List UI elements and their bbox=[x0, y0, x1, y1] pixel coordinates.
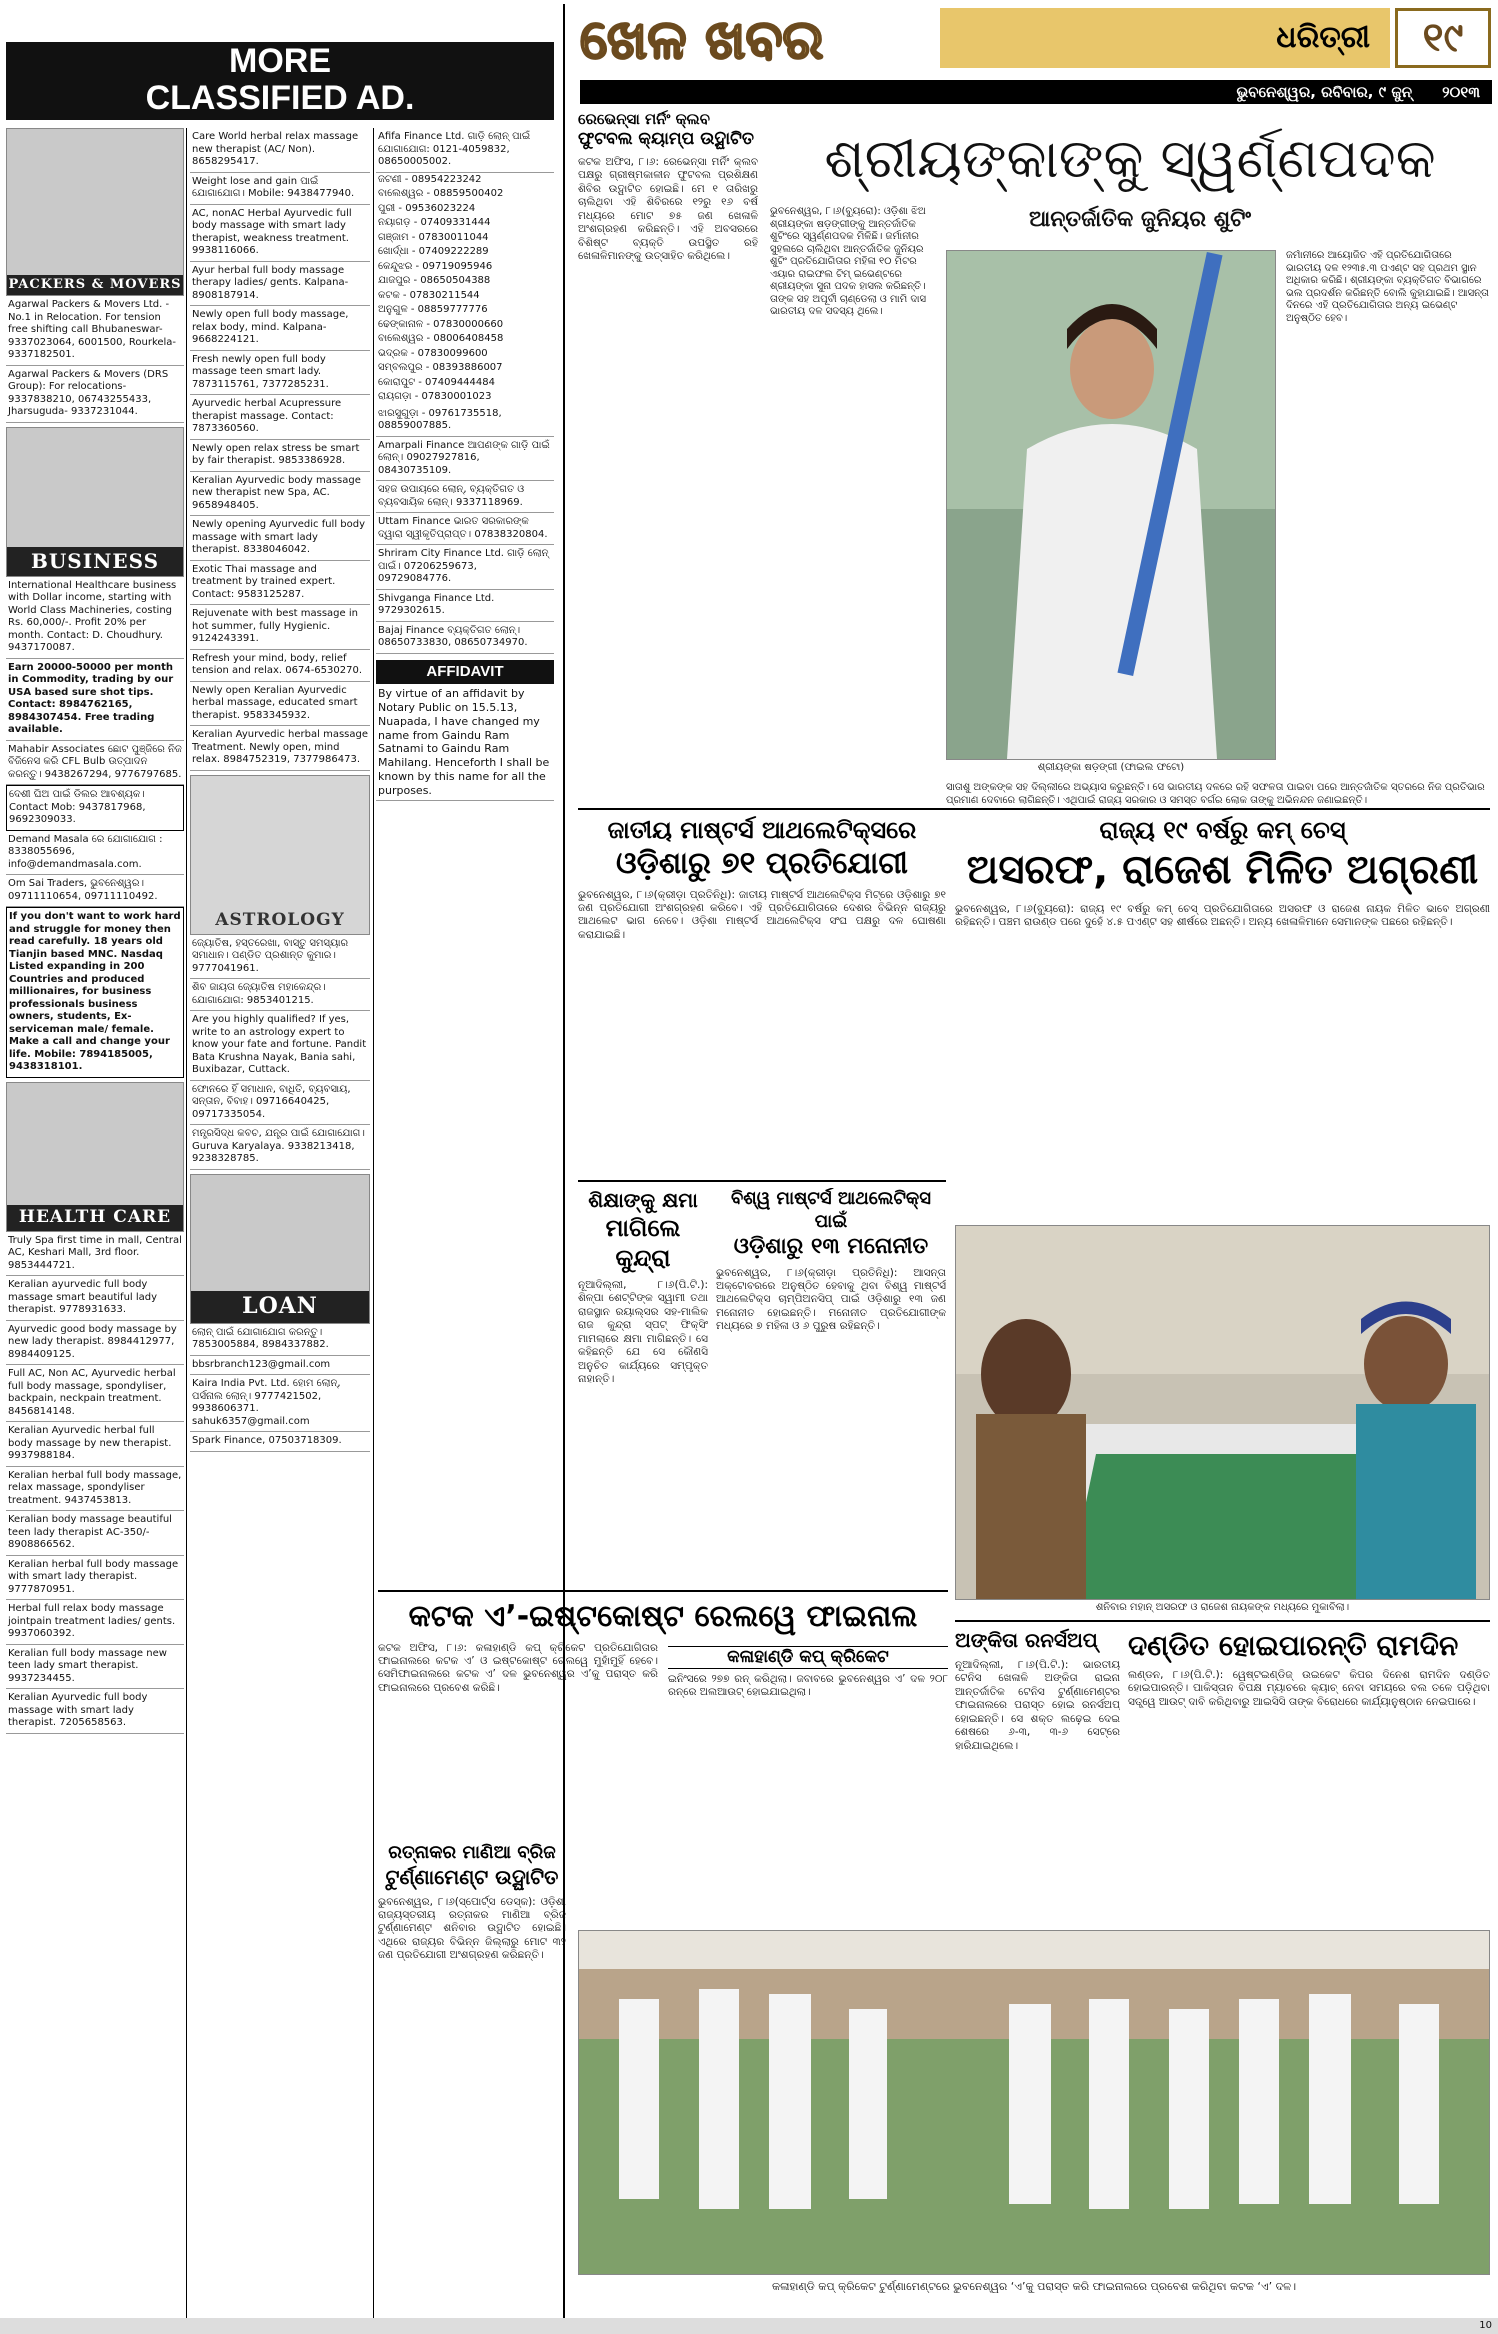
paper-name-box bbox=[940, 8, 1390, 68]
ad-item: AC, nonAC Herbal Ayurvedic full body massage with smart lady therapist, weakness treatment. 9938116066. bbox=[190, 205, 370, 262]
section-title: ଖେଳ ଖବର bbox=[580, 7, 824, 72]
ad-item: Keralian herbal full body massage, relax massage, spondyliser treatment. 9437453813. bbox=[6, 1467, 184, 1512]
ad-item: ଲୋନ୍ ପାଇଁ ଯୋଗାଯୋଗ କରନ୍ତୁ। 7853005884, 8984337882. bbox=[190, 1324, 370, 1356]
health-care-label: HEALTH CARE bbox=[7, 1205, 183, 1230]
ad-item: Weight lose and gain ପାଇଁ ଯୋଗାଯୋଗ। Mobile: 9438477940. bbox=[190, 173, 370, 205]
shooter-photo-caption: ଶ୍ରୀୟଙ୍କା ଷଡ଼ଙ୍ଗୀ (ଫାଇଲ ଫଟୋ) bbox=[1037, 762, 1185, 773]
lead-body-left: ଭୁବନେଶ୍ୱର, ୮।୬(ବ୍ୟୁରୋ): ଓଡ଼ିଶା ଝିଅ ଶ୍ରୀୟଙ୍କା ଷଡ଼ଙ୍ଗୀଙ୍କୁ ଆନ୍ତର୍ଜାତିକ ଶୁଟିଂରେ ସ୍ୱର୍ଣ୍ଣପଦକ ମିଳିଛି। ଜର୍ମାନୀର ସୁହଲରେ ଚାଲିଥିବା ଆନ୍ତର୍ଜାତିକ ଜୁନିୟର ଶୁଟିଂ ପ୍ରତିଯୋଗିତାର ମହିଳା ୧୦ ମିଟର ଏୟାର ରାଇଫଲ ଟିମ୍ ଇଭେଣ୍ଟରେ ଶ୍ରୀୟଙ୍କା ସୁନା ପଦକ ହାସଲ କରିଛନ୍ତି। ତାଙ୍କ ସହ ଅପୂର୍ବୀ ଚାଣ୍ଡେଲା ଓ ମାମି ଦାସ ଭାରତୀୟ ଦଳ ସଦସ୍ୟ ଥିଲେ। bbox=[770, 206, 927, 317]
classified-header-line1: MORE bbox=[229, 42, 331, 80]
ad-item: Spark Finance, 07503718309. bbox=[190, 1432, 370, 1452]
lead-headline: ଶ୍ରୀୟଙ୍କାଙ୍କୁ ସ୍ୱର୍ଣ୍ଣପଦକ bbox=[824, 127, 1436, 190]
story-chess bbox=[955, 815, 1490, 1215]
ad-item: ଶିବ ଜାୟତା ଜ୍ୟୋତିଷ ମହାକେନ୍ଦ୍ର। ଯୋଗାଯୋଗ: 9853401215. bbox=[190, 979, 370, 1011]
ad-item: Care World herbal relax massage new therapist (AC/ Non). 8658295417. bbox=[190, 128, 370, 173]
ad-item: Uttam Finance ଭାରତ ସରକାରଙ୍କ ଦ୍ୱାରା ସ୍ୱୀକୃତିପ୍ରାପ୍ତ। 07838320804. bbox=[376, 513, 554, 545]
loan-label: LOAN bbox=[191, 1291, 369, 1323]
ad-item: Keralian Ayurvedic herbal full body massage by new therapist. 9937988184. bbox=[6, 1422, 184, 1467]
ad-item: bbsrbranch123@gmail.com bbox=[190, 1356, 370, 1376]
story-kicker: ରେଭେନ୍ସା ମର୍ନିଂ କ୍ଲବ bbox=[578, 110, 710, 128]
ad-item: ରାୟଗଡ଼ା - 07830001023 bbox=[378, 391, 492, 402]
ad-item: Full AC, Non AC, Ayurvedic herbal full body massage, spondyliser, backpain, neckpain treatment. 8456814148. bbox=[6, 1365, 184, 1422]
shooter-photo bbox=[946, 250, 1276, 760]
ad-item: ଜ୍ୟୋତିଷ, ହସ୍ତରେଖା, ବାସ୍ତୁ ସମସ୍ୟାର ସମାଧାନ। ପଣ୍ଡିତ ପ୍ରଶାନ୍ତ କୁମାର। 9777041961. bbox=[190, 935, 370, 980]
page-number: ୧୯ bbox=[1422, 15, 1464, 61]
year: ୨୦୧୩ bbox=[1442, 82, 1480, 101]
ad-item: International Healthcare business with Dollar income, starting with World Class Machineries, costing Rs. 60,000/-. Profit 20% per month. Contact: D. Choudhury. 9437170087. bbox=[6, 577, 184, 659]
health-care-ad-image bbox=[6, 1082, 184, 1232]
ad-item: Agarwal Packers & Movers Ltd. - No.1 in Relocation. For tension free shifting call Bhubaneswar- 9337023064, 6001500, Rourkela- 9337182501. bbox=[6, 296, 184, 366]
lead-body-right: ଜର୍ମାନୀରେ ଆୟୋଜିତ ଏହି ପ୍ରତିଯୋଗିତାରେ ଭାରତୀୟ ଦଳ ୧୨୩୫.୩ ପଏଣ୍ଟ ସହ ପ୍ରଥମ ସ୍ଥାନ ଅଧିକାର କରିଛି। ଶ୍ରୀୟଙ୍କା ବ୍ୟକ୍ତିଗତ ବିଭାଗରେ ଭଲ ପ୍ରଦର୍ଶନ କରିଛନ୍ତି ବୋଲି କୁହାଯାଇଛି। ଆସନ୍ତା ଦିନରେ ଏହି ପ୍ରତିଯୋଗିତାର ଅନ୍ୟ ଇଭେଣ୍ଟ ଅନୁଷ୍ଠିତ ହେବ। bbox=[1286, 250, 1489, 324]
divider bbox=[578, 808, 1490, 810]
ad-item: If you don't want to work hard and struggle for money then read carefully. 18 years old Tianjin based MNC. Nasdaq Listed expanding in 200 Countries and produced millionaires, for business professionals business owners, students, Ex-serviceman male/ female. Make a call and change your life. Mobile: 7894185005, 9438318101. bbox=[6, 907, 184, 1078]
bottom-strip bbox=[0, 2318, 1498, 2334]
ad-item: Keralian herbal full body massage with smart lady therapist. 9777870951. bbox=[6, 1556, 184, 1601]
ad-item: Kaira India Pvt. Ltd. ହୋମ ଲୋନ୍, ପର୍ସନାଲ ଲୋନ୍। 9777421502, 9938606371. sahuk6357@gmail.com bbox=[190, 1375, 370, 1432]
story-body: ନୂଆଦିଲ୍ଲୀ, ୮।୬(ପି.ଟି.): ଭାରତୀୟ ଟେନିସ ଖେଳାଳି ଅଙ୍କିତା ରାଇନା ଆନ୍ତର୍ଜାତିକ ଟେନିସ ଟୁର୍ଣ୍ଣାମେଣ୍ଟର ଫାଇନାଲରେ ପରାସ୍ତ ହୋଇ ରନର୍ସଅପ୍ ହୋଇଛନ୍ତି। ସେ ଶକ୍ତ ଲଢ଼େଇ ଦେଇ ଶେଷରେ ୬-୩, ୩-୬ ସେଟ୍ରେ ହାରିଯାଇଥିଲେ। bbox=[955, 1659, 1120, 1752]
ad-item: Afifa Finance Ltd. ଗାଡ଼ି ଲୋନ୍ ପାଇଁ ଯୋଗାଯୋଗ: 0121-4059832, 08650005002. bbox=[376, 128, 554, 173]
ad-item: ସହଜ ଉପାୟରେ ଲୋନ୍, ବ୍ୟକ୍ତିଗତ ଓ ବ୍ୟବସାୟିକ ଲୋନ୍। 9337118969. bbox=[376, 481, 554, 513]
ad-item: ମନ୍ତ୍ରସିଦ୍ଧ କବଚ, ଯନ୍ତ୍ର ପାଇଁ ଯୋଗାଯୋଗ। Guruva Karyalaya. 9338213418, 9238328785. bbox=[190, 1125, 370, 1170]
dateline-bar bbox=[580, 80, 1492, 104]
packers-label: PACKERS & MOVERS bbox=[7, 275, 183, 295]
classified-header-line2: CLASSIFIED AD. bbox=[145, 79, 415, 117]
ad-item: Demand Masala ରେ ଯୋଗାଯୋଗ : 8338055696, info@demandmasala.com. bbox=[6, 831, 184, 876]
ad-item: Bajaj Finance ବ୍ୟକ୍ତିଗତ ଲୋନ୍। 08650733830, 08650734970. bbox=[376, 622, 554, 654]
ad-item: ବାଲେଶ୍ୱର - 08006408458 bbox=[378, 333, 504, 344]
story-kicker: କଳାହାଣ୍ଡି କପ୍ କ୍ରିକେଟ bbox=[668, 1646, 948, 1669]
classified-header bbox=[6, 42, 554, 120]
story-body: ଭୁବନେଶ୍ୱର, ୮।୬(କ୍ରୀଡ଼ା ପ୍ରତିନିଧି): ଜାତୀୟ ମାଷ୍ଟର୍ସ ଆଥଲେଟିକ୍ସ ମିଟ୍ରେ ଓଡ଼ିଶାରୁ ୭୧ ଜଣ ପ୍ରତିଯୋଗୀ ଅଂଶଗ୍ରହଣ କରିବେ। ଏହି ପ୍ରତିଯୋଗିତାରେ ଦେଶର ବିଭିନ୍ନ ରାଜ୍ୟରୁ ଆଥଲେଟ ଭାଗ ନେବେ। ଓଡ଼ିଶା ମାଷ୍ଟର୍ସ ଆଥଲେଟିକ୍ସ ସଂଘ ପକ୍ଷରୁ ଦଳ ଘୋଷଣା କରାଯାଇଛି। bbox=[578, 888, 946, 941]
story-headline: ଟୁର୍ଣ୍ଣାମେଣ୍ଟ ଉଦ୍ଘାଟିତ bbox=[385, 1864, 559, 1889]
ad-item: Truly Spa first time in mall, Central AC, Keshari Mall, 3rd floor. 9853444721. bbox=[6, 1232, 184, 1277]
story-headline: କଟକ ଏ’-ଇଷ୍ଟକୋଷ୍ଟ ରେଲୱେ ଫାଇନାଲ bbox=[408, 1599, 918, 1634]
lead-body-continued: ସାତାଶୁ ଅଙ୍କଙ୍କ ସହ ଦିଲ୍ଲୀରେ ଅଭ୍ୟାସ କରୁଛନ୍ତି। ସେ ଭାରତୀୟ ଦଳରେ ରହି ସଫଳତା ପାଇବା ପରେ ଆନ୍ତର୍ଜାତିକ ସ୍ତରରେ ନିଜ ପ୍ରତିଭାର ପ୍ରମାଣ ଦେବାରେ ଲାଗିଛନ୍ତି। ଏଥିପାଇଁ ରାଜ୍ୟ ସରକାର ଓ ସମସ୍ତ ବର୍ଗର ଲୋକ ତାଙ୍କୁ ଅଭିନନ୍ଦନ ଜଣାଇଛନ୍ତି। bbox=[946, 782, 1485, 806]
chess-photo bbox=[955, 1225, 1490, 1600]
ad-item: କେନ୍ଦୁଝର - 09719095946 bbox=[378, 260, 493, 272]
story-railway-final bbox=[378, 1598, 948, 1838]
ad-item: Are you highly qualified? If yes, write to an astrology expert to know your fate and fortune. Pandit Bata Krushna Nayak, Bania sahi, Buxibazar, Cuttack. bbox=[190, 1011, 370, 1081]
ad-item: ଜଟଣୀ - 08954223242 bbox=[378, 173, 482, 185]
story-headline: ଫୁଟବଲ କ୍ୟାମ୍ପ ଉଦ୍ଘାଟିତ bbox=[578, 128, 754, 149]
story-body: ନୂଆଦିଲ୍ଲୀ, ୮।୬(ପି.ଟି.): ଶିଳ୍ପା ଶେଟ୍ଟିଙ୍କ ସ୍ୱାମୀ ତଥା ରାଜସ୍ଥାନ ରୟାଲ୍ସର ସହ-ମାଲିକ ରାଜ କୁନ୍ଦ୍ରା ସ୍ପଟ୍ ଫିକ୍ସିଂ ମାମଲାରେ କ୍ଷମା ମାଗିଛନ୍ତି। ସେ କହିଛନ୍ତି ଯେ ସେ କୌଣସି ଅନୁଚିତ କାର୍ଯ୍ୟରେ ସମ୍ପୃକ୍ତ ନାହାନ୍ତି। bbox=[578, 1279, 708, 1386]
ad-item: ନୟାଗଡ଼ - 07409331444 bbox=[378, 217, 491, 228]
ad-item: କୋରାପୁଟ - 07409444484 bbox=[378, 376, 495, 388]
story-bridge bbox=[378, 1842, 566, 2317]
page-number-box bbox=[1395, 8, 1491, 68]
classified-col-1 bbox=[6, 128, 184, 2318]
ad-item: Shivganga Finance Ltd. 9729302615. bbox=[376, 590, 554, 622]
story-headline: ଦଣ୍ଡିତ ହୋଇପାରନ୍ତି ରାମଦିନ bbox=[1128, 1629, 1459, 1662]
story-headline: ଜାତୀୟ ମାଷ୍ଟର୍ସ ଆଥଲେଟିକ୍ସରେ bbox=[607, 816, 917, 844]
divider bbox=[378, 1590, 948, 1592]
ad-item: ଅନୁଗୁଳ - 08859777776 bbox=[378, 304, 488, 315]
ad-item: Keralian full body massage new teen lady smart therapist. 9937234455. bbox=[6, 1645, 184, 1690]
section-masthead bbox=[580, 4, 910, 76]
ad-item: Keralian body massage beautiful teen lady therapist AC-350/- 8908866562. bbox=[6, 1511, 184, 1556]
ad-item: ଭଦ୍ରକ - 07830099600 bbox=[378, 347, 488, 359]
story-body: ଇନିଂସରେ ୨୭୭ ରନ୍ କରିଥିଲା। ଜବାବରେ ଭୁବନେଶ୍ୱର ଏ’ ଦଳ ୨୦୮ ରନ୍ରେ ଅଲଆଉଟ୍ ହୋଇଯାଇଥିଲା। bbox=[668, 1672, 948, 1699]
story-world-masters bbox=[716, 1188, 946, 1578]
ad-item: Herbal full relax body massage jointpain treatment ladies/ gents. 9937060392. bbox=[6, 1600, 184, 1645]
ad-item: ଗଞ୍ଜାମ - 07830011044 bbox=[378, 231, 489, 243]
story-headline: ଓଡ଼ିଶାରୁ ୧୩ ମନୋନୀତ bbox=[733, 1234, 929, 1259]
paper-name: ଧରିତ୍ରୀ bbox=[1276, 20, 1370, 56]
cricket-photo-caption: କଳାହାଣ୍ଡି କପ୍ କ୍ରିକେଟ ଟୁର୍ଣ୍ଣାମେଣ୍ଟରେ ଭୁବନେଶ୍ୱର ‘ଏ’କୁ ପରାସ୍ତ କରି ଫାଇନାଲରେ ପ୍ରବେଶ କରିଥିବା କଟକ ‘ଏ’ ଦଳ। bbox=[771, 2280, 1297, 2293]
ad-item: ବାଲେଶ୍ୱର - 08859500402 bbox=[378, 188, 504, 199]
classified-col-2 bbox=[190, 128, 370, 2318]
story-body: ଭୁବନେଶ୍ୱର, ୮।୬(ସ୍ପୋର୍ଟ୍ସ ଡେସ୍କ): ଓଡ଼ିଶା ରାଜ୍ୟସ୍ତରୀୟ ରତ୍ନାକର ମାଣିଆ ବ୍ରିଜ ଟୁର୍ଣ୍ଣାମେଣ୍ଟ ଶନିବାର ଉଦ୍ଘାଟିତ ହୋଇଛି। ଏଥିରେ ରାଜ୍ୟର ବିଭିନ୍ନ ଜିଲ୍ଲାରୁ ମୋଟ ୩୨ ଜଣ ପ୍ରତିଯୋଗୀ ଅଂଶଗ୍ରହଣ କରିଛନ୍ତି। bbox=[378, 1895, 566, 1962]
cricket-illustration bbox=[579, 1930, 1489, 2274]
divider bbox=[578, 1180, 946, 1182]
ad-item: Refresh your mind, body, relief tension and relax. 0674-6530270. bbox=[190, 650, 370, 682]
story-headline: ଶିକ୍ଷାଙ୍କୁ କ୍ଷମା bbox=[588, 1188, 698, 1212]
affidavit-heading: AFFIDAVIT bbox=[376, 660, 554, 685]
astrology-label: ASTROLOGY bbox=[215, 910, 345, 931]
story-national-masters bbox=[578, 815, 946, 1170]
ad-item: Rejuvenate with best massage in hot summer, fully Hygienic. 9124243391. bbox=[190, 605, 370, 650]
ad-item: Newly open Keralian Ayurvedic herbal massage, educated smart therapist. 9583345932. bbox=[190, 682, 370, 727]
divider bbox=[955, 1620, 1490, 1622]
ad-item: Earn 20000-50000 per month in Commodity, trading by our USA based sure shot tips. Contact: 8984762165, 8984307454. Free trading available. bbox=[6, 659, 184, 741]
divider bbox=[186, 128, 187, 2318]
ad-item: Keralian Ayurvedic herbal massage Treatment. Newly open, mind relax. 8984752319, 7377986473. bbox=[190, 726, 370, 771]
ad-item: Newly open relax stress be smart by fair therapist. 9853386928. bbox=[190, 440, 370, 472]
ad-item: ସମ୍ବଲପୁର - 08393886007 bbox=[378, 362, 503, 373]
ad-item: ଝାରସୁଗୁଡ଼ା - 09761735518, 08859007885. bbox=[376, 405, 554, 437]
story-football-camp bbox=[578, 110, 758, 800]
bottom-page-number: 10 bbox=[1479, 2319, 1492, 2331]
cricket-team-photo bbox=[578, 1930, 1490, 2275]
story-headline: ଅସରଫ, ରାଜେଶ ମିଳିତ ଅଗ୍ରଣୀ bbox=[966, 847, 1479, 893]
ad-item: ଦେଶୀ ଘିଅ ପାଇଁ ଡିଲର ଆବଶ୍ୟକ। Contact Mob: 9437817968, 9692309033. bbox=[6, 785, 184, 831]
dateline: ଭୁବନେଶ୍ୱର, ରବିବାର, ୯ ଜୁନ୍ bbox=[1236, 82, 1413, 101]
shooter-illustration bbox=[947, 250, 1275, 759]
ad-item: Shriram City Finance Ltd. ଗାଡ଼ି ଲୋନ୍ ପାଇଁ। 07206259673, 09729084776. bbox=[376, 545, 554, 590]
story-body: କଟକ ଅଫିସ, ୮।୬: କଳାହାଣ୍ଡି କପ୍ କ୍ରିକେଟ ପ୍ରତିଯୋଗିତାର ଫାଇନାଲରେ କଟକ ଏ’ ଓ ଇଷ୍ଟକୋଷ୍ଟ ରେଲୱେ ମୁହାଁମୁହିଁ ହେବେ। ସେମିଫାଇନାଲରେ କଟକ ଏ’ ଦଳ ଭୁବନେଶ୍ୱର ଏ’କୁ ପରାସ୍ତ କରି ଫାଇନାଲରେ ପ୍ରବେଶ କରିଛି। bbox=[378, 1641, 658, 1694]
ad-item: Newly open full body massage, relax body, mind. Kalpana- 9668224121. bbox=[190, 306, 370, 351]
lead-subhead: ଆନ୍ତର୍ଜାତିକ ଜୁନିୟର ଶୁଟିଂ bbox=[1028, 207, 1252, 232]
business-ad-image bbox=[6, 427, 184, 577]
story-headline: ଅଙ୍କିତା ରନର୍ସଅପ୍ bbox=[955, 1628, 1098, 1652]
ad-item: Ayurvedic good body massage by new lady therapist. 8984412977, 8984409125. bbox=[6, 1321, 184, 1366]
ad-item: ଫୋନରେ ହିଁ ସମାଧାନ, ବାଧିତି, ବ୍ୟବସାୟ, ସନ୍ତାନ, ବିବାହ। 09716640425, 09717335054. bbox=[190, 1081, 370, 1126]
ad-item: Mahabir Associates ଛୋଟ ପୁଞ୍ଜିରେ ନିଜ ବିଜିନେସ କରି CFL Bulb ଉତ୍ପାଦନ କରନ୍ତୁ। 9438267294, 9776797685. bbox=[6, 741, 184, 786]
packers-ad-image bbox=[6, 128, 184, 296]
story-body: ଲଣ୍ଡନ, ୮।୬(ପି.ଟି.): ୱେଷ୍ଟଇଣ୍ଡିଜ୍ ଉଇକେଟ କିପର ଦିନେଶ ରାମଦିନ ଦଣ୍ଡିତ ହୋଇପାରନ୍ତି। ପାକିସ୍ତାନ ବିପକ୍ଷ ମ୍ୟାଚରେ କ୍ୟାଚ୍ ନେବା ସମୟରେ ବଲ ତଳେ ପଡ଼ିଥିବା ସତ୍ତ୍ୱେ ଆଉଟ୍ ଦାବି କରିଥିବାରୁ ଆଇସିସି ତାଙ୍କ ବିରୋଧରେ କାର୍ଯ୍ୟାନୁଷ୍ଠାନ ନେଇପାରେ। bbox=[1128, 1669, 1490, 1708]
ad-item: Om Sai Traders, ଭୁବନେଶ୍ୱର। 09711110654, 09711110492. bbox=[6, 875, 184, 907]
divider bbox=[373, 128, 374, 2318]
story-body: କଟକ ଅଫିସ, ୮।୬: ରେଭେନ୍ସା ମର୍ନିଂ କ୍ଲବ ପକ୍ଷରୁ ଗ୍ରୀଷ୍ମକାଳୀନ ଫୁଟବଲ ପ୍ରଶିକ୍ଷଣ ଶିବିର ଉଦ୍ଘାଟିତ ହୋଇଛି। ମେ ୧ ତାରିଖରୁ ଚାଲିଥିବା ଏହି ଶିବିରରେ ୧୨ରୁ ୧୬ ବର୍ଷ ମଧ୍ୟରେ ମୋଟ ୭୫ ଜଣ ଖେଳାଳି ଅଂଶଗ୍ରହଣ କରିଛନ୍ତି। ଏହି ଅବସରରେ ବିଶିଷ୍ଟ ବ୍ୟକ୍ତି ଉପସ୍ଥିତ ରହି ଖେଳାଳିମାନଙ୍କୁ ଉତ୍ସାହିତ କରିଥିଲେ। bbox=[578, 156, 758, 263]
ad-item: Fresh newly open full body massage teen smart lady. 7873115761, 7377285231. bbox=[190, 351, 370, 396]
story-ramdin bbox=[1128, 1628, 1490, 1928]
story-ankita bbox=[955, 1628, 1120, 1928]
ad-item: Exotic Thai massage and treatment by trained expert. Contact: 9583125287. bbox=[190, 561, 370, 606]
ad-item: Keralian Ayurvedic body massage new therapist new Spa, AC. 9658948405. bbox=[190, 472, 370, 517]
ad-item: Amarpali Finance ଆପଣଙ୍କ ଗାଡ଼ି ପାଇଁ ଲୋନ୍। 09027927816, 08430735109. bbox=[376, 437, 554, 482]
ad-item: Ayur herbal full body massage therapy ladies/ gents. Kalpana- 8908187914. bbox=[190, 262, 370, 307]
ad-item: Keralian ayurvedic full body massage smart beautiful lady therapist. 9778931633. bbox=[6, 1276, 184, 1321]
ad-item: Agarwal Packers & Movers (DRS Group): For relocations- 9337838210, 06743255433, Jharsuguda- 9337231044. bbox=[6, 366, 184, 423]
chess-illustration bbox=[956, 1225, 1489, 1599]
ad-item: ଢେଙ୍କାନାଳ - 07830000660 bbox=[378, 318, 504, 330]
story-apology bbox=[578, 1188, 708, 1578]
ad-item: କଟକ - 07830211544 bbox=[378, 289, 480, 301]
business-label: BUSINESS bbox=[7, 547, 183, 576]
affidavit-text: By virtue of an affidavit by Notary Public on 15.5.13, Nuapada, I have changed my name from Gaindu Ram Satnami to Gaindu Ram Mahilang. Henceforth I shall be known by this name for all the purposes. bbox=[376, 684, 554, 801]
story-headline: ବିଶ୍ୱ ମାଷ୍ଟର୍ସ ଆଥଲେଟିକ୍ସ ପାଇଁ bbox=[731, 1188, 931, 1232]
ad-item: Keralian Ayurvedic full body massage with smart lady therapist. 7205658563. bbox=[6, 1689, 184, 1734]
ad-item: ଖୋର୍ଦ୍ଧା - 07409222289 bbox=[378, 246, 489, 257]
ad-item: ପୁରୀ - 09536023224 bbox=[378, 202, 476, 214]
chess-photo-caption: ଶନିବାର ମହାନ୍ ଅସରଫ ଓ ରାଜେଶ ନାୟକଙ୍କ ମଧ୍ୟରେ ମୁକାବିଲା। bbox=[1095, 1602, 1350, 1613]
astrology-ad-image bbox=[190, 775, 370, 935]
loan-ad-image bbox=[190, 1174, 370, 1324]
ad-item: Newly opening Ayurvedic full body massage with smart lady therapist. 8338046042. bbox=[190, 516, 370, 561]
ad-item: ଯାଜପୁର - 08650504388 bbox=[378, 275, 491, 286]
ad-item: Ayurvedic herbal Acupressure therapist massage. Contact: 7873360560. bbox=[190, 395, 370, 440]
story-kicker: ରାଜ୍ୟ ୧୯ ବର୍ଷରୁ କମ୍ ଚେସ୍ bbox=[1099, 816, 1346, 844]
story-headline: ରତ୍ନାକର ମାଣିଆ ବ୍ରିଜ bbox=[388, 1842, 556, 1863]
story-body: ଭୁବନେଶ୍ୱର, ୮।୬(ବ୍ୟୁରୋ): ରାଜ୍ୟ ୧୯ ବର୍ଷରୁ କମ୍ ଚେସ୍ ପ୍ରତିଯୋଗିତାରେ ଅସରଫ ଓ ରାଜେଶ ନାୟକ ମିଳିତ ଭାବେ ଅଗ୍ରଣୀ ରହିଛନ୍ତି। ପଞ୍ଚମ ରାଉଣ୍ଡ ପରେ ଦୁହେଁ ୪.୫ ପଏଣ୍ଟ ସହ ଶୀର୍ଷରେ ଅଛନ୍ତି। ଅନ୍ୟ ଖେଳାଳିମାନେ ସେମାନଙ୍କ ପଛରେ ରହିଛନ୍ତି। bbox=[955, 903, 1490, 929]
story-headline: ଓଡ଼ିଶାରୁ ୭୧ ପ୍ରତିଯୋଗୀ bbox=[616, 846, 908, 881]
story-body: ଭୁବନେଶ୍ୱର, ୮।୬(କ୍ରୀଡ଼ା ପ୍ରତିନିଧି): ଆସନ୍ତା ଅକ୍ଟୋବରରେ ଅନୁଷ୍ଠିତ ହେବାକୁ ଥିବା ବିଶ୍ୱ ମାଷ୍ଟର୍ସ ଆଥଲେଟିକ୍ସ ଚାମ୍ପିଅନସିପ୍ ପାଇଁ ଓଡ଼ିଶାରୁ ୧୩ ଜଣ ମନୋନୀତ ହୋଇଛନ୍ତି। ମନୋନୀତ ପ୍ରତିଯୋଗୀଙ୍କ ମଧ୍ୟରେ ୭ ମହିଳା ଓ ୬ ପୁରୁଷ ରହିଛନ୍ତି। bbox=[716, 1266, 946, 1333]
story-headline: ମାଗିଲେ କୁନ୍ଦ୍ରା bbox=[605, 1214, 681, 1272]
